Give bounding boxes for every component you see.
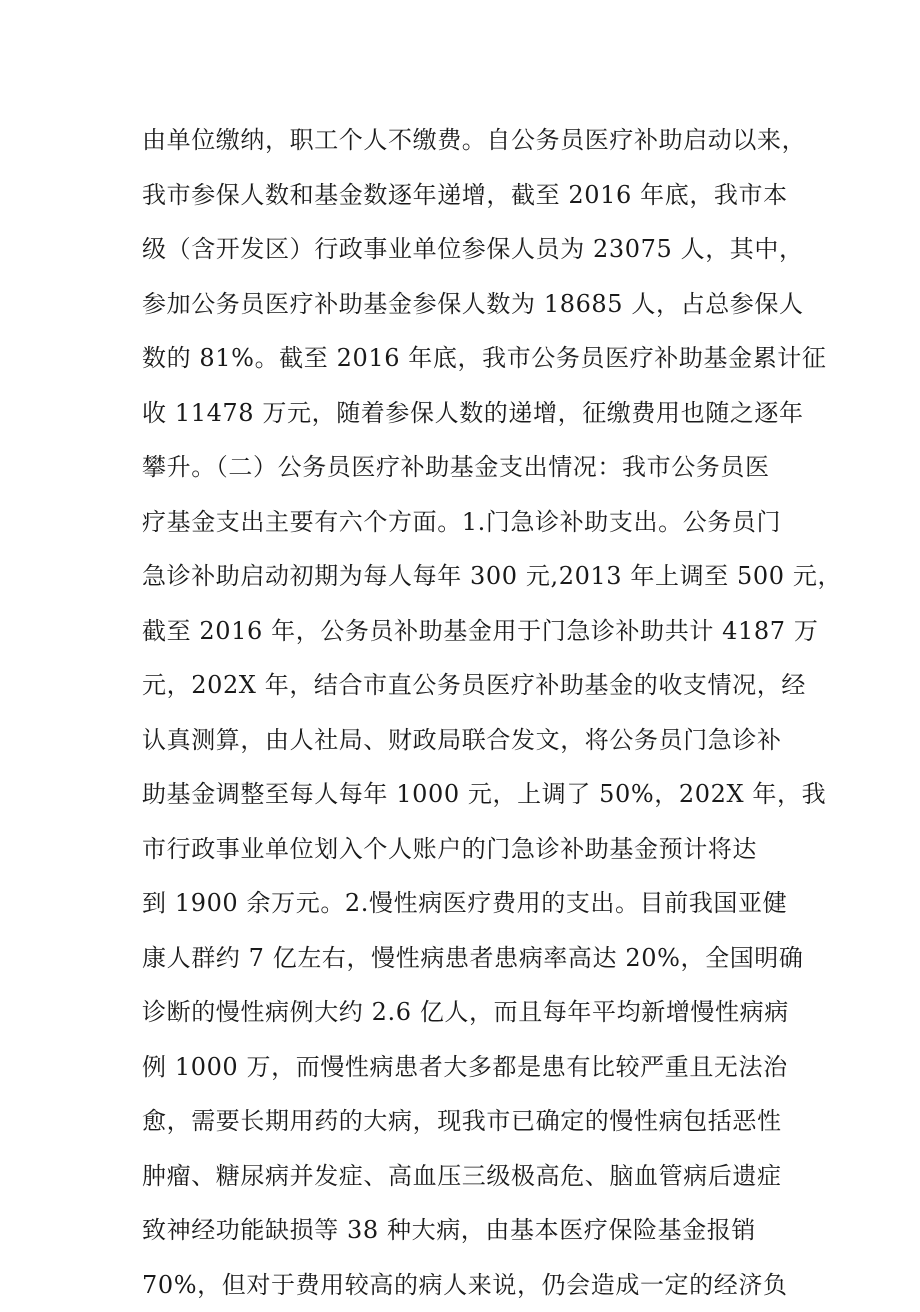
text-line: 肿瘤、糖尿病并发症、高血压三级极高危、脑血管病后遗症 xyxy=(142,1149,782,1204)
text-line: 助基金调整至每人每年 1000 元，上调了 50%，202X 年，我 xyxy=(142,767,782,822)
text-line: 疗基金支出主要有六个方面。1.门急诊补助支出。公务员门 xyxy=(142,495,782,550)
text-line: 愈，需要长期用药的大病，现我市已确定的慢性病包括恶性 xyxy=(142,1094,782,1149)
text-line: 例 1000 万，而慢性病患者大多都是患有比较严重且无法治 xyxy=(142,1040,782,1095)
text-line: 70%，但对于费用较高的病人来说，仍会造成一定的经济负 xyxy=(142,1258,782,1312)
body-text xyxy=(142,113,782,1312)
text-line: 级（含开发区）行政事业单位参保人员为 23075 人，其中， xyxy=(142,222,782,277)
text-line: 参加公务员医疗补助基金参保人数为 18685 人，占总参保人 xyxy=(142,277,782,332)
text-line: 康人群约 7 亿左右，慢性病患者患病率高达 20%，全国明确 xyxy=(142,931,782,986)
text-line: 收 11478 万元，随着参保人数的递增，征缴费用也随之逐年 xyxy=(142,386,782,441)
text-line: 数的 81%。截至 2016 年底，我市公务员医疗补助基金累计征 xyxy=(142,331,782,386)
text-line: 截至 2016 年，公务员补助基金用于门急诊补助共计 4187 万 xyxy=(142,604,782,659)
text-line: 由单位缴纳，职工个人不缴费。自公务员医疗补助启动以来， xyxy=(142,113,782,168)
text-line: 到 1900 余万元。2.慢性病医疗费用的支出。目前我国亚健 xyxy=(142,876,782,931)
text-line: 市行政事业单位划入个人账户的门急诊补助基金预计将达 xyxy=(142,822,782,877)
text-line: 认真测算，由人社局、财政局联合发文，将公务员门急诊补 xyxy=(142,713,782,768)
text-line: 急诊补助启动初期为每人每年 300 元,2013 年上调至 500 元， xyxy=(142,549,782,604)
text-line: 攀升。（二）公务员医疗补助基金支出情况：我市公务员医 xyxy=(142,440,782,495)
text-line: 致神经功能缺损等 38 种大病，由基本医疗保险基金报销 xyxy=(142,1203,782,1258)
text-line: 我市参保人数和基金数逐年递增，截至 2016 年底，我市本 xyxy=(142,168,782,223)
text-line: 诊断的慢性病例大约 2.6 亿人，而且每年平均新增慢性病病 xyxy=(142,985,782,1040)
text-line: 元，202X 年，结合市直公务员医疗补助基金的收支情况，经 xyxy=(142,658,782,713)
